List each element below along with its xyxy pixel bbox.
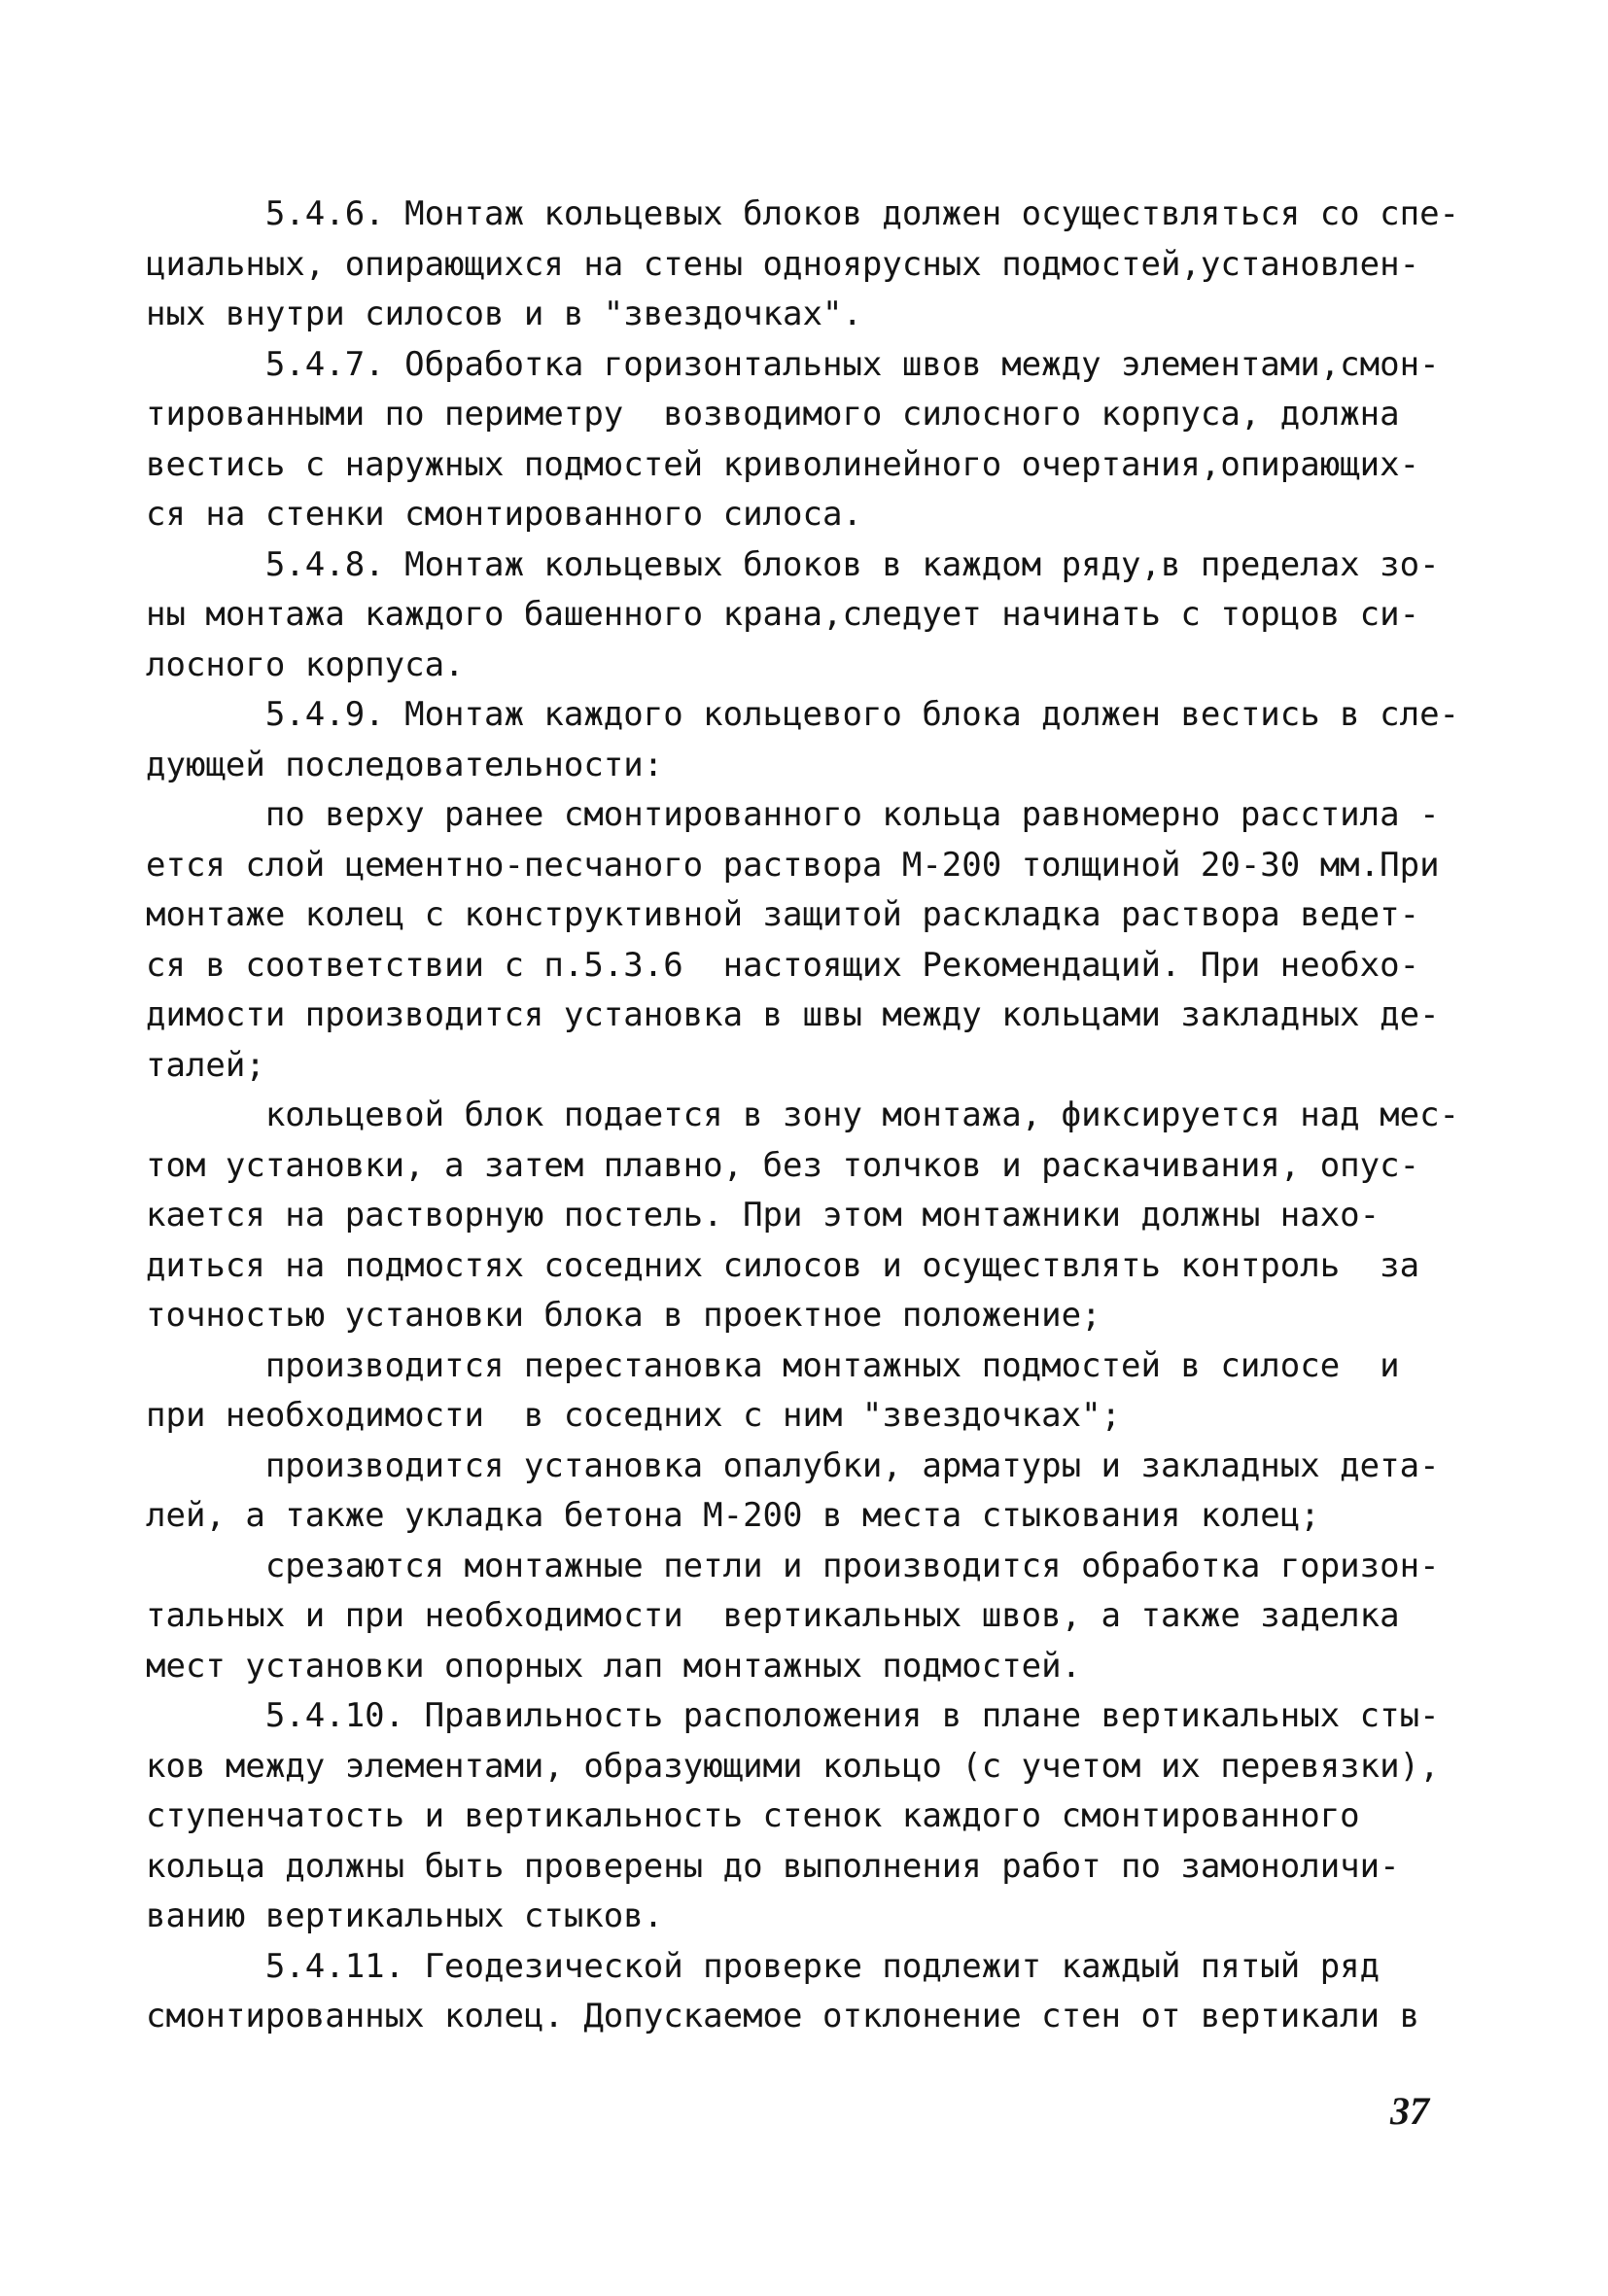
- text-line: по верху ранее смонтированного кольца равномерно расстила -: [146, 795, 1440, 834]
- text-line: точностью установки блока в проектное положение;: [146, 1296, 1101, 1335]
- text-line: диться на подмостях соседних силосов и осуществлять контроль за: [146, 1245, 1420, 1285]
- text-line: дующей последовательности:: [146, 745, 664, 784]
- text-line: тированными по периметру возводимого силосного корпуса, должна: [146, 395, 1400, 434]
- text-line: кольца должны быть проверены до выполнения работ по замоноличи-: [146, 1846, 1400, 1886]
- text-line: кольцевой блок подается в зону монтажа, фиксируется над мес-: [146, 1096, 1460, 1134]
- text-line: том установки, а затем плавно, без толчков и раскачивания, опус-: [146, 1145, 1420, 1185]
- text-line: талей;: [146, 1045, 265, 1085]
- text-line: монтаже колец с конструктивной защитой раскладка раствора ведет-: [146, 895, 1420, 934]
- text-line: срезаются монтажные петли и производится обработка горизон-: [146, 1546, 1440, 1585]
- text-line: мест установки опорных лап монтажных подмостей.: [146, 1646, 1082, 1686]
- text-line: 5.4.7. Обработка горизонтальных швов между элементами,смон-: [146, 344, 1440, 384]
- text-line: лосного корпуса.: [146, 644, 465, 684]
- text-line: смонтированных колец. Допускаемое отклонение стен от вертикали в: [146, 1997, 1420, 2035]
- text-line: димости производится установка в швы между кольцами закладных де-: [146, 995, 1440, 1034]
- text-line: ся на стенки смонтированного силоса.: [146, 495, 862, 534]
- text-line: 5.4.6. Монтаж кольцевых блоков должен осуществляться со спе-: [146, 194, 1460, 233]
- page-number: 37: [1390, 2089, 1429, 2133]
- text-line: при необходимости в соседних с ним "звездочках";: [146, 1396, 1122, 1435]
- text-line: лей, а также укладка бетона М-200 в места стыкования колец;: [146, 1496, 1320, 1535]
- text-line: ных внутри силосов и в "звездочках".: [146, 295, 862, 333]
- text-line: ков между элементами, образующими кольцо (с учетом их перевязки),: [146, 1746, 1440, 1786]
- text-line: ступенчатость и вертикальность стенок каждого смонтированного: [146, 1796, 1360, 1835]
- text-line: вестись с наружных подмостей криволинейного очертания,опирающих-: [146, 444, 1420, 484]
- text-line: 5.4.9. Монтаж каждого кольцевого блока должен вестись в сле-: [146, 695, 1460, 734]
- text-line: 5.4.8. Монтаж кольцевых блоков в каждом ряду,в пределах зо-: [146, 544, 1440, 584]
- document-body: [146, 190, 1483, 2042]
- text-line: производится перестановка монтажных подмостей в силосе и: [146, 1345, 1400, 1385]
- text-line: тальных и при необходимости вертикальных швов, а также заделка: [146, 1596, 1400, 1635]
- text-line: ванию вертикальных стыков.: [146, 1896, 664, 1935]
- text-line: циальных, опирающихся на стены одноярусных подмостей,установлен-: [146, 244, 1420, 284]
- text-line: производится установка опалубки, арматуры и закладных дета-: [146, 1445, 1440, 1485]
- text-line: ся в соответствии с п.5.3.6 настоящих Рекомендаций. При необхо-: [146, 945, 1420, 985]
- text-line: ется слой цементно-песчаного раствора М-200 толщиной 20-30 мм.При: [146, 845, 1440, 885]
- text-line: 5.4.11. Геодезической проверке подлежит каждый пятый ряд: [146, 1946, 1381, 1986]
- text-line: 5.4.10. Правильность расположения в плане вертикальных сты-: [146, 1696, 1440, 1735]
- text-line: ны монтажа каждого башенного крана,следует начинать с торцов си-: [146, 595, 1420, 634]
- text-line: кается на растворную постель. При этом монтажники должны нахо-: [146, 1196, 1381, 1235]
